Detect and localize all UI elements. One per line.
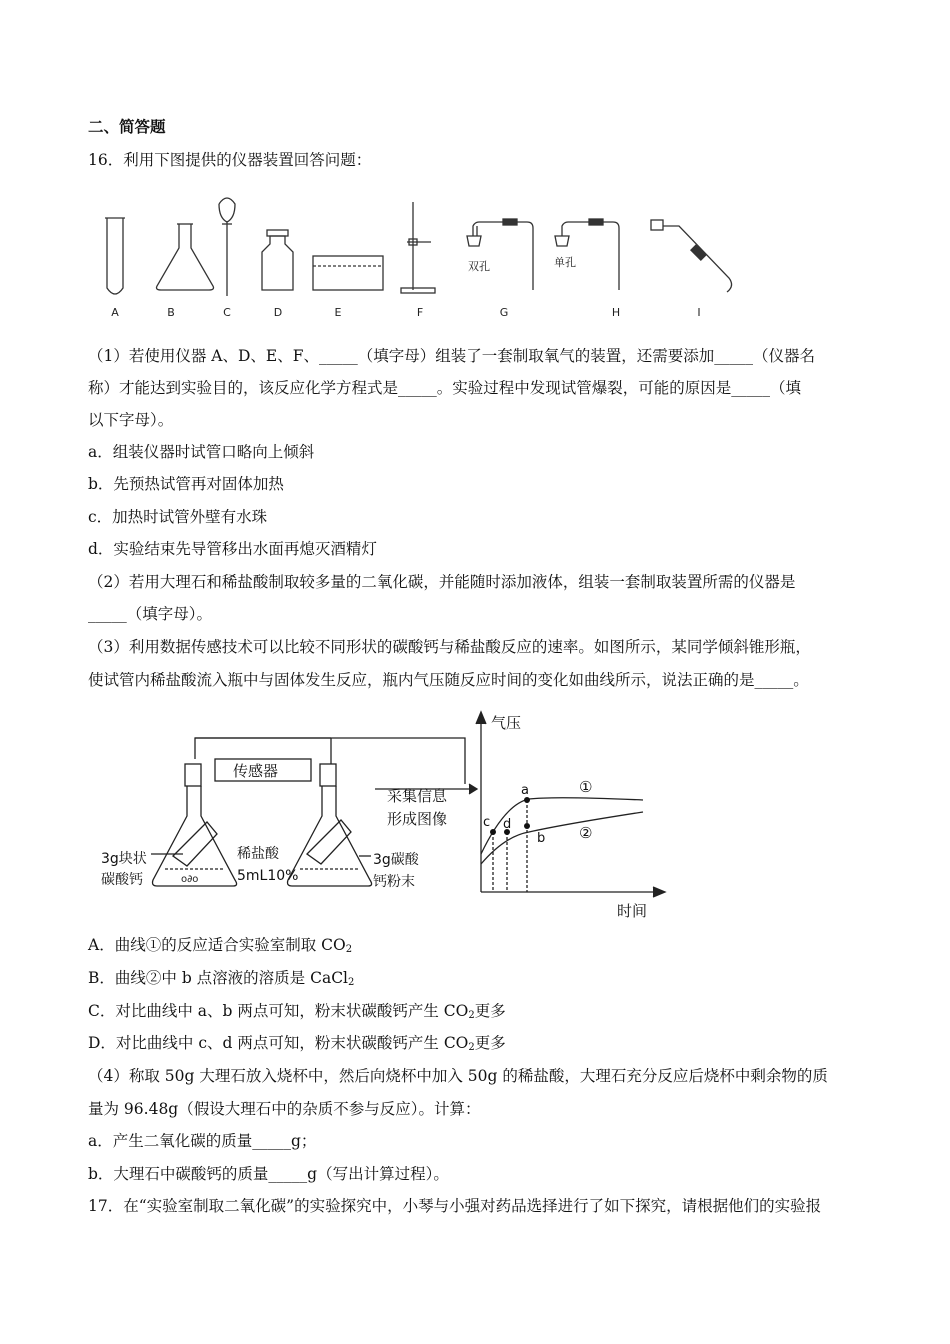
label-double-hole: 双孔 [468,260,490,273]
bent-tube-icon [651,220,732,292]
point-a-label: a [521,783,529,798]
q16-p3-line1: （3）利用数据传感技术可以比较不同形状的碳酸钙与稀盐酸反应的速率。如图所示，某同学倾斜锥形瓶， [88,638,811,656]
apparatus-figure [95,186,755,324]
right-solid-label-2: 钙粉末 [373,874,415,890]
y-axis-label: 气压 [491,714,522,732]
acid-label-1: 稀盐酸 [237,846,279,862]
svg-text:o∂o: o∂o [181,874,199,885]
q16-p4-b: b．大理石中碳酸钙的质量_____g（写出计算过程）。 [88,1165,449,1183]
label-b: B [167,306,175,319]
label-a: A [111,306,119,319]
iron-stand-icon [401,202,435,293]
q16-option-d: d．实验结束先导管移出水面再熄灭酒精灯 [88,540,377,558]
conical-flask-icon [157,224,214,290]
water-trough-icon [313,256,383,290]
q16-p4-line1: （4）称取 50g 大理石放入烧杯中，然后向烧杯中加入 50g 的稀盐酸，大理石充分反应后烧杯中剩余物的质 [88,1067,828,1085]
q16-option-b: b．先预热试管再对固体加热 [88,475,284,493]
left-solid-label-2: 碳酸钙 [101,872,143,888]
acid-label-2: 5mL10% [237,868,299,884]
test-tube-icon [107,218,123,294]
q16-stem: 16．利用下图提供的仪器装置回答问题： [88,151,372,169]
q16-p2-line2: _____（填字母）。 [88,605,213,623]
section-title: 二、简答题 [88,118,166,136]
curve-2-label: ② [579,824,593,842]
q17-line1: 17．在“实验室制取二氧化碳”的实验探究中，小琴与小强对药品选择进行了如下探究，请根据他们的实验报 [88,1197,822,1215]
collect-label-2: 形成图像 [387,810,448,828]
left-solid-label-1: 3g块状 [101,851,147,867]
label-i: I [697,306,701,319]
sensor-label: 传感器 [233,762,279,780]
label-h: H [611,306,621,319]
q16-p1-line3: 以下字母）。 [88,411,174,429]
q16-p4-a: a．产生二氧化碳的质量_____g； [88,1132,317,1150]
label-f: F [416,306,424,319]
reagent-bottle-icon [262,236,293,290]
label-e: E [334,306,342,319]
q16-choice-d: D．对比曲线中 c、d 两点可知，粉末状碳酸钙产生 $CO_2$更多 [88,1034,506,1053]
q16-choice-c: C．对比曲线中 a、b 两点可知，粉末状碳酸钙产生 $CO_2$更多 [88,1002,506,1021]
label-g: G [499,306,509,319]
sensor-figure [95,704,685,926]
label-c: C [223,306,231,319]
double-hole-stopper-icon [467,219,533,290]
q16-option-a: a．组装仪器时试管口略向上倾斜 [88,443,315,461]
separatory-funnel-icon [219,198,235,296]
q16-p2-line1: （2）若用大理石和稀盐酸制取较多量的二氧化碳，并能随时添加液体，组装一套制取装置所需的仪器是 [88,573,796,591]
curve-1-label: ① [579,778,593,796]
label-single-hole: 单孔 [554,256,576,269]
right-solid-label-1: 3g碳酸 [373,852,419,868]
point-b-label: b [537,831,546,846]
q16-option-c: c．加热时试管外壁有水珠 [88,508,268,526]
q16-choice-b: B．曲线②中 b 点溶液的溶质是 CaCl$_2$ [88,969,355,988]
label-d: D [273,306,283,319]
q16-p1-line1: （1）若使用仪器 A、D、E、F、_____（填字母）组装了一套制取氧气的装置，还需要添加_____（仪器名 [88,347,815,365]
collect-label-1: 采集信息 [387,787,448,805]
x-axis-label: 时间 [617,902,648,920]
q16-p4-line2: 量为 96.48g（假设大理石中的杂质不参与反应）。计算： [88,1100,481,1118]
q16-p1-line2: 称）才能达到实验目的，该反应化学方程式是_____。实验过程中发现试管爆裂，可能的原因是_____（填 [88,379,802,397]
left-flask-icon [153,764,237,886]
right-flask-icon [288,764,372,886]
point-d-label: d [503,817,512,832]
q16-p3-line2: 使试管内稀盐酸流入瓶中与固体发生反应，瓶内气压随反应时间的变化如曲线所示，说法正确的是_____。 [88,671,809,689]
point-c-label: c [483,815,491,830]
q16-choice-a: A．曲线①的反应适合实验室制取 $CO_2$ [88,936,353,955]
single-hole-stopper-icon [555,219,619,290]
